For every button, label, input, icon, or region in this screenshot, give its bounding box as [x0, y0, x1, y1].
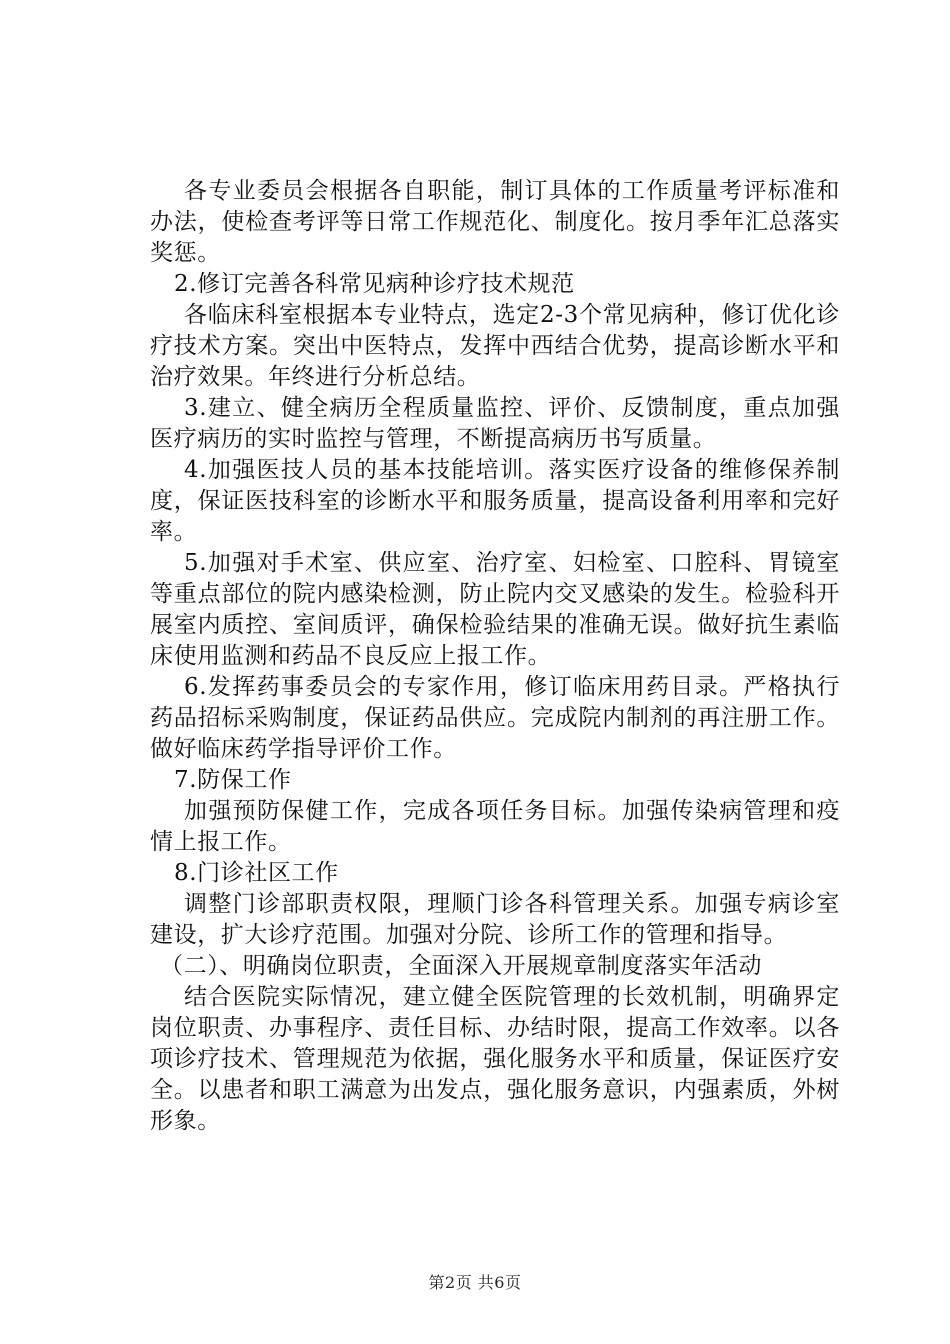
section-heading: 8.门诊社区工作 [174, 860, 339, 886]
paragraph: 各专业委员会根据各自职能，制订具体的工作质量考评标准和办法，使检查考评等日常工作规范化、制度化。按月季年汇总落实奖惩。 [150, 178, 840, 266]
page-number-footer: 第2页 共6页 [428, 1273, 522, 1292]
paragraph: 6.发挥药事委员会的专家作用，修订临床用药目录。严格执行药品招标采购制度，保证药品供应。完成院内制剂的再注册工作。做好临床药学指导评价工作。 [150, 674, 840, 762]
paragraph: 5.加强对手术室、供应室、治疗室、妇检室、口腔科、胃镜室等重点部位的院内感染检测，防止院内交叉感染的发生。检验科开展室内质控、室间质评，确保检验结果的准确无误。做好抗生素临床使用监测和药品不良反应上报工作。 [150, 550, 840, 669]
paragraph: 各临床科室根据本专业特点，选定2-3个常见病种，修订优化诊疗技术方案。突出中医特点，发挥中西结合优势，提高诊断水平和治疗效果。年终进行分析总结。 [150, 302, 840, 390]
paragraph: 结合医院实际情况，建立健全医院管理的长效机制，明确界定岗位职责、办事程序、责任目标、办结时限，提高工作效率。以各项诊疗技术、管理规范为依据，强化服务水平和质量，保证医疗安全。以患者和职工满意为出发点，强化服务意识，内强素质，外树形象。 [150, 984, 840, 1134]
section-heading: 7.防保工作 [174, 767, 292, 793]
paragraph: 4.加强医技人员的基本技能培训。落实医疗设备的维修保养制度，保证医技科室的诊断水平和服务质量，提高设备利用率和完好率。 [150, 457, 840, 545]
paragraph: 调整门诊部职责权限，理顺门诊各科管理关系。加强专病诊室建设，扩大诊疗范围。加强对分院、诊所工作的管理和指导。 [150, 891, 840, 948]
section-heading: 2.修订完善各科常见病种诊疗技术规范 [174, 271, 575, 297]
paragraph: 3.建立、健全病历全程质量监控、评价、反馈制度，重点加强医疗病历的实时监控与管理，不断提高病历书写质量。 [150, 395, 840, 452]
document-body [150, 176, 840, 1137]
section-heading: （二）、明确岗位职责，全面深入开展规章制度落实年活动 [160, 953, 763, 979]
paragraph: 加强预防保健工作，完成各项任务目标。加强传染病管理和疫情上报工作。 [150, 798, 840, 855]
